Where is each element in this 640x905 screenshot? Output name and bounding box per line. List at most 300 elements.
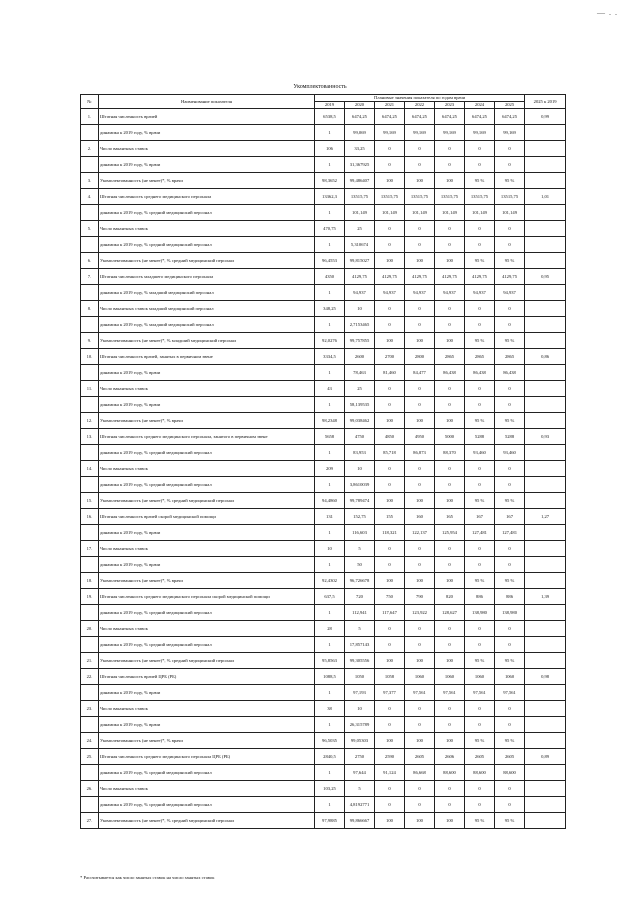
row-year-value: 100	[405, 173, 435, 189]
row-year-value: 95 %	[465, 253, 495, 269]
row-ratio: 0,99	[525, 109, 566, 125]
row-year-value: 100	[435, 813, 465, 829]
row-year-value: 4350	[315, 269, 345, 285]
row-year-value: 0	[465, 781, 495, 797]
row-year-value: 43	[315, 381, 345, 397]
row-year-value: 95 %	[465, 413, 495, 429]
row-number	[81, 205, 99, 221]
row-year-value: 5658	[315, 429, 345, 445]
row-year-value: 94,937	[375, 285, 405, 301]
row-year-value: 0	[495, 221, 525, 237]
row-number	[81, 605, 99, 621]
row-year-value: 94,937	[435, 285, 465, 301]
row-year-value: 10	[315, 541, 345, 557]
table-row	[81, 285, 566, 301]
row-year-value: 97,644	[345, 765, 375, 781]
row-year-value: 99,866667	[345, 813, 375, 829]
row-year-value: 58,139535	[345, 397, 375, 413]
row-year-value: 10	[345, 701, 375, 717]
row-year-value: 637,5	[315, 589, 345, 605]
row-number	[81, 637, 99, 653]
row-year-value: 0	[495, 541, 525, 557]
row-year-value: 98,3652	[315, 173, 345, 189]
row-year-value: 0	[465, 701, 495, 717]
row-year-value: 6474,25	[495, 109, 525, 125]
row-ratio	[525, 301, 566, 317]
row-number	[81, 365, 99, 381]
row-year-value: 2865	[495, 349, 525, 365]
row-year-value: 2700	[375, 349, 405, 365]
row-ratio	[525, 621, 566, 637]
row-number: 13.	[81, 429, 99, 445]
row-year-value: 0	[375, 317, 405, 333]
row-year-value: 0	[375, 381, 405, 397]
row-year-value: 100	[405, 813, 435, 829]
table-body	[81, 109, 566, 829]
row-year-value: 116,603	[345, 525, 375, 541]
row-number: 7.	[81, 269, 99, 285]
row-year-value: 101,149	[405, 205, 435, 221]
row-year-value: 95 %	[465, 653, 495, 669]
row-indicator-name: динамика к 2019 году, % врачи	[99, 397, 315, 413]
row-indicator-name: Укомплектованность (не менее)*, % врачи	[99, 173, 315, 189]
row-number	[81, 557, 99, 573]
row-indicator-name: Число вакантных ставок	[99, 541, 315, 557]
row-year-value: 101,149	[465, 205, 495, 221]
row-indicator-name: Число вакантных ставок младший медицинский персонал	[99, 301, 315, 317]
row-ratio: 0,86	[525, 349, 566, 365]
row-year-value: 17,857143	[345, 637, 375, 653]
row-ratio	[525, 157, 566, 173]
row-year-value: 0	[495, 141, 525, 157]
row-year-value: 0	[405, 141, 435, 157]
row-year-value: 50	[345, 557, 375, 573]
row-indicator-name: Штатная численность врачей	[99, 109, 315, 125]
row-year-value: 0	[435, 221, 465, 237]
row-ratio	[525, 413, 566, 429]
row-year-value: 5	[345, 621, 375, 637]
row-year-value: 1	[315, 797, 345, 813]
row-year-value: 100	[405, 733, 435, 749]
row-indicator-name: динамика к 2019 году, % врачи	[99, 125, 315, 141]
row-year-value: 100	[375, 253, 405, 269]
row-year-value: 0	[465, 397, 495, 413]
row-year-value: 97,377	[375, 685, 405, 701]
row-year-value: 155	[375, 509, 405, 525]
row-year-value: 5	[345, 781, 375, 797]
row-ratio	[525, 381, 566, 397]
row-year-value: 0	[495, 797, 525, 813]
row-year-value: 4850	[375, 429, 405, 445]
row-year-value: 13515,75	[465, 189, 495, 205]
row-indicator-name: Укомплектованность (не менее)*, % врачи	[99, 413, 315, 429]
row-year-value: 99,757855	[345, 333, 375, 349]
row-year-value: 85,718	[375, 445, 405, 461]
row-indicator-name: Штатная численность среднего медицинского персонала, занятого в первичном звене	[99, 429, 315, 445]
table-row	[81, 317, 566, 333]
row-year-value: 91,124	[375, 765, 405, 781]
row-year-value: 100	[375, 333, 405, 349]
page-title: Укомплектованность	[293, 84, 347, 90]
row-year-value: 95 %	[465, 733, 495, 749]
row-year-value: 1	[315, 237, 345, 253]
row-year-value: 118,321	[375, 525, 405, 541]
row-year-value: 100	[435, 253, 465, 269]
row-year-value: 0	[465, 221, 495, 237]
table-row	[81, 365, 566, 381]
header-year: 2025	[495, 102, 525, 109]
row-year-value: 5288	[465, 429, 495, 445]
row-number	[81, 765, 99, 781]
header-ratio: 2025 к 2019	[525, 95, 566, 109]
row-year-value: 2606	[435, 749, 465, 765]
row-indicator-name: Штатная численность врачей ЦРБ (РБ)	[99, 669, 315, 685]
row-year-value: 0	[465, 797, 495, 813]
row-indicator-name: динамика к 2019 году, % врачи	[99, 365, 315, 381]
row-ratio	[525, 717, 566, 733]
row-ratio	[525, 125, 566, 141]
row-year-value: 97,561	[435, 685, 465, 701]
row-year-value: 0	[435, 701, 465, 717]
row-number: 21.	[81, 653, 99, 669]
row-ratio	[525, 573, 566, 589]
row-year-value: 106	[315, 141, 345, 157]
row-ratio	[525, 333, 566, 349]
row-year-value: 0	[465, 637, 495, 653]
row-year-value: 6474,25	[435, 109, 465, 125]
row-year-value: 138,980	[495, 605, 525, 621]
row-year-value: 6474,25	[405, 109, 435, 125]
row-year-value: 0	[405, 797, 435, 813]
footnote: * Рассчитывается как число занятых ставок на число занятых ставок	[80, 875, 215, 880]
row-year-value: 152,75	[345, 509, 375, 525]
table-row	[81, 269, 566, 285]
row-year-value: 0	[405, 301, 435, 317]
row-year-value: 100	[375, 733, 405, 749]
row-year-value: 6538,5	[315, 109, 345, 125]
row-year-value: 886	[495, 589, 525, 605]
table-row	[81, 429, 566, 445]
row-year-value: 86,438	[495, 365, 525, 381]
row-year-value: 0	[405, 781, 435, 797]
row-year-value: 0	[435, 237, 465, 253]
header-year-group: Плановые значения показателя по годам врачи	[315, 95, 525, 102]
row-indicator-name: Число вакантных ставок	[99, 781, 315, 797]
row-number	[81, 237, 99, 253]
row-year-value: 1060	[495, 669, 525, 685]
row-ratio: 0,93	[525, 429, 566, 445]
table-row	[81, 493, 566, 509]
row-year-value: 93,460	[495, 445, 525, 461]
row-year-value: 94,937	[345, 285, 375, 301]
row-number: 11.	[81, 381, 99, 397]
row-year-value: 1	[315, 317, 345, 333]
table-row	[81, 205, 566, 221]
row-year-value: 0	[435, 141, 465, 157]
table-row	[81, 765, 566, 781]
row-year-value: 99,815027	[345, 253, 375, 269]
row-number: 27.	[81, 813, 99, 829]
row-number	[81, 317, 99, 333]
row-year-value: 0	[435, 301, 465, 317]
row-year-value: 4129,75	[405, 269, 435, 285]
row-year-value: 0	[375, 461, 405, 477]
row-year-value: 0	[375, 397, 405, 413]
row-year-value: 4129,75	[375, 269, 405, 285]
row-ratio	[525, 493, 566, 509]
row-year-value: 99,169	[495, 125, 525, 141]
table-row	[81, 813, 566, 829]
row-year-value: 0	[375, 141, 405, 157]
header-name: Наименование показателя	[99, 95, 315, 109]
table-row	[81, 509, 566, 525]
table-row	[81, 701, 566, 717]
row-year-value: 0	[375, 221, 405, 237]
row-ratio	[525, 637, 566, 653]
row-ratio	[525, 237, 566, 253]
row-year-value: 1060	[465, 669, 495, 685]
table-row	[81, 637, 566, 653]
row-year-value: 101,149	[495, 205, 525, 221]
row-year-value: 0	[435, 637, 465, 653]
row-indicator-name: Число вакантных ставок	[99, 381, 315, 397]
row-year-value: 1060	[435, 669, 465, 685]
table-row	[81, 685, 566, 701]
row-year-value: 117,647	[375, 605, 405, 621]
row-year-value: 103,25	[315, 781, 345, 797]
row-year-value: 820	[435, 589, 465, 605]
row-year-value: 0	[375, 797, 405, 813]
row-year-value: 2605	[465, 749, 495, 765]
row-year-value: 100	[375, 413, 405, 429]
row-year-value: 1	[315, 637, 345, 653]
row-indicator-name: Число вакантных ставок	[99, 221, 315, 237]
table-row	[81, 461, 566, 477]
row-year-value: 6474,25	[465, 109, 495, 125]
row-number	[81, 685, 99, 701]
row-year-value: 886	[465, 589, 495, 605]
row-year-value: 4,8192771	[345, 797, 375, 813]
row-year-value: 0	[375, 701, 405, 717]
row-year-value: 94,937	[465, 285, 495, 301]
row-year-value: 1	[315, 445, 345, 461]
row-number	[81, 125, 99, 141]
row-year-value: 128,627	[435, 605, 465, 621]
row-year-value: 100	[375, 173, 405, 189]
table-row	[81, 781, 566, 797]
row-number	[81, 397, 99, 413]
row-year-value: 4129,75	[435, 269, 465, 285]
row-year-value: 6474,25	[345, 109, 375, 125]
row-year-value: 28	[315, 621, 345, 637]
table-row	[81, 653, 566, 669]
row-year-value: 0	[435, 317, 465, 333]
header-year: 2019	[315, 102, 345, 109]
table-row	[81, 189, 566, 205]
row-year-value: 97,561	[465, 685, 495, 701]
row-year-value: 0	[465, 717, 495, 733]
row-year-value: 100	[375, 573, 405, 589]
row-indicator-name: динамика к 2019 году, % врачи	[99, 685, 315, 701]
row-year-value: 0	[495, 781, 525, 797]
row-number: 5.	[81, 221, 99, 237]
row-indicator-name: динамика к 2019 году, % средний медицинский персонал	[99, 445, 315, 461]
table-row	[81, 397, 566, 413]
row-year-value: 160	[405, 509, 435, 525]
row-number: 1.	[81, 109, 99, 125]
row-year-value: 0	[495, 477, 525, 493]
table-row	[81, 333, 566, 349]
row-year-value: 95 %	[465, 173, 495, 189]
row-year-value: 100	[435, 333, 465, 349]
row-year-value: 13515,75	[405, 189, 435, 205]
row-year-value: 0	[495, 557, 525, 573]
table-row	[81, 621, 566, 637]
row-year-value: 0	[375, 557, 405, 573]
row-year-value: 99,05303	[345, 733, 375, 749]
row-year-value: 720	[345, 589, 375, 605]
row-indicator-name: Число вакантных ставок	[99, 141, 315, 157]
row-ratio	[525, 365, 566, 381]
row-ratio	[525, 253, 566, 269]
row-ratio: 1,01	[525, 189, 566, 205]
row-number: 8.	[81, 301, 99, 317]
row-year-value: 1	[315, 365, 345, 381]
row-year-value: 99,169	[375, 125, 405, 141]
row-year-value: 0	[465, 477, 495, 493]
row-year-value: 112,941	[345, 605, 375, 621]
row-number	[81, 445, 99, 461]
row-number: 15.	[81, 493, 99, 509]
row-year-value: 1	[315, 285, 345, 301]
row-year-value: 4750	[345, 429, 375, 445]
row-year-value: 0	[375, 301, 405, 317]
row-year-value: 125,954	[435, 525, 465, 541]
row-ratio	[525, 541, 566, 557]
row-year-value: 1	[315, 765, 345, 781]
row-year-value: 88,600	[465, 765, 495, 781]
row-number: 25.	[81, 749, 99, 765]
table-row	[81, 109, 566, 125]
row-year-value: 95 %	[495, 573, 525, 589]
row-ratio	[525, 317, 566, 333]
row-indicator-name: динамика к 2019 году, % врачи	[99, 157, 315, 173]
row-year-value: 5,310674	[345, 237, 375, 253]
row-year-value: 0	[495, 461, 525, 477]
row-year-value: 5000	[435, 429, 465, 445]
row-year-value: 86,438	[435, 365, 465, 381]
row-year-value: 0	[405, 717, 435, 733]
row-year-value: 100	[435, 173, 465, 189]
staffing-table	[80, 94, 566, 829]
table-row	[81, 173, 566, 189]
row-ratio	[525, 813, 566, 829]
row-ratio	[525, 797, 566, 813]
row-number: 4.	[81, 189, 99, 205]
row-year-value: 0	[435, 397, 465, 413]
row-ratio: 0,89	[525, 749, 566, 765]
row-year-value: 0	[465, 237, 495, 253]
row-ratio	[525, 765, 566, 781]
row-year-value: 95 %	[495, 173, 525, 189]
row-year-value: 95 %	[495, 493, 525, 509]
row-year-value: 0	[465, 301, 495, 317]
row-year-value: 348,25	[315, 301, 345, 317]
row-indicator-name: динамика к 2019 году, % врачи	[99, 557, 315, 573]
row-year-value: 100	[435, 733, 465, 749]
row-indicator-name: Число вакантных ставок	[99, 621, 315, 637]
row-indicator-name: Штатная численность врачей скорой медицинской помощи	[99, 509, 315, 525]
row-year-value: 0	[405, 621, 435, 637]
row-number: 26.	[81, 781, 99, 797]
row-indicator-name: Укомплектованность (не менее)*, % средний медицинский персонал	[99, 493, 315, 509]
row-year-value: 0	[465, 541, 495, 557]
row-year-value: 0	[435, 381, 465, 397]
row-year-value: 10	[345, 461, 375, 477]
row-year-value: 95 %	[495, 813, 525, 829]
row-year-value: 84,477	[405, 365, 435, 381]
row-year-value: 98,2348	[315, 413, 345, 429]
table-row	[81, 125, 566, 141]
row-number	[81, 717, 99, 733]
row-year-value: 81,460	[375, 365, 405, 381]
row-year-value: 95 %	[495, 653, 525, 669]
table-row	[81, 253, 566, 269]
row-year-value: 95 %	[495, 413, 525, 429]
row-year-value: 95 %	[495, 333, 525, 349]
row-year-value: 0	[495, 381, 525, 397]
row-year-value: 165	[435, 509, 465, 525]
row-year-value: 92,4302	[315, 573, 345, 589]
row-year-value: 1058	[375, 669, 405, 685]
row-number: 14.	[81, 461, 99, 477]
row-number	[81, 157, 99, 173]
row-year-value: 101,149	[375, 205, 405, 221]
row-year-value: 95 %	[465, 573, 495, 589]
row-ratio: 0,95	[525, 269, 566, 285]
row-year-value: 97,561	[495, 685, 525, 701]
row-indicator-name: динамика к 2019 году, % средний медицинский персонал	[99, 765, 315, 781]
row-year-value: 3334,5	[315, 349, 345, 365]
row-indicator-name: динамика к 2019 году, % врачи	[99, 525, 315, 541]
row-year-value: 100	[405, 413, 435, 429]
row-year-value: 0	[375, 781, 405, 797]
row-year-value: 0	[405, 477, 435, 493]
row-year-value: 790	[405, 589, 435, 605]
row-year-value: 122,137	[405, 525, 435, 541]
row-year-value: 95 %	[465, 493, 495, 509]
row-year-value: 100	[375, 653, 405, 669]
row-year-value: 92,0276	[315, 333, 345, 349]
row-year-value: 10	[345, 301, 375, 317]
table-row	[81, 237, 566, 253]
table-row	[81, 525, 566, 541]
row-year-value: 131	[315, 509, 345, 525]
row-year-value: 209	[315, 461, 345, 477]
row-year-value: 0	[405, 397, 435, 413]
row-indicator-name: динамика к 2019 году, % средний медицинский персонал	[99, 637, 315, 653]
table-row	[81, 477, 566, 493]
row-number: 16.	[81, 509, 99, 525]
row-number	[81, 525, 99, 541]
row-year-value: 5288	[495, 429, 525, 445]
row-indicator-name: Штатная численность младшего медицинского персонала	[99, 269, 315, 285]
row-year-value: 88,600	[435, 765, 465, 781]
row-year-value: 0	[375, 637, 405, 653]
row-ratio	[525, 285, 566, 301]
row-number: 6.	[81, 253, 99, 269]
table-row	[81, 157, 566, 173]
